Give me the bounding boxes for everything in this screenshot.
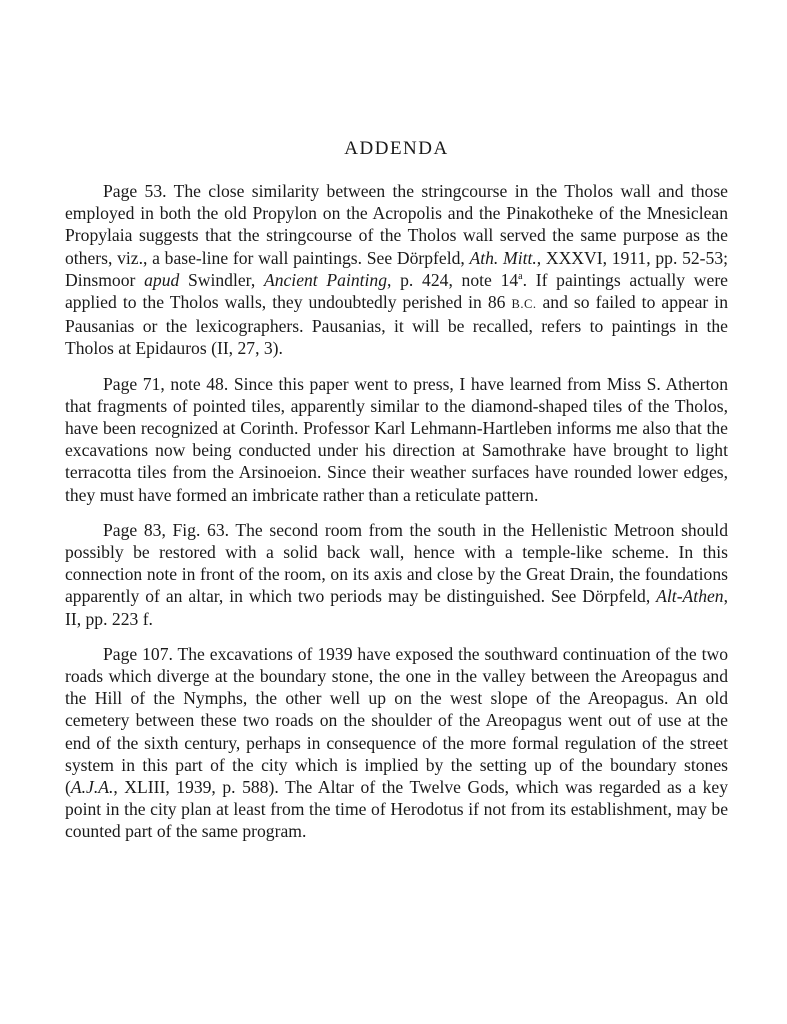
p1-text-e: . If paintings actually were applied to the Tholos walls, they undoubtedly perished in 86 (65, 269, 728, 313)
p1-text-f: and so failed to appear in Pausanias or the lexicographers. Pausanias, it will be recalled, refers to paintings in the Tholos at Epidauros (II, 27, 3). (65, 292, 728, 359)
p3-text-a: Page 83, Fig. 63. The second room from the south in the Hellenistic Metroon should possibly be restored with a solid back wall, hence with a temple-like scheme. In this connection note in front of the room, on its axis and close by the Great Drain, the foundations apparently of an altar, in which two periods may be distinguished. See Dörpfeld, (65, 519, 728, 607)
p1-small-caps-bc: B.C. (511, 297, 537, 312)
p1-italic-ath-mitt: Ath. Mitt. (469, 247, 537, 268)
p4-text-a: Page 107. The excavations of 1939 have exposed the southward continuation of the two roads which diverge at the boundary stone, the one in the valley between the Areopagus and the Hill of the Nymphs, the other well up on the west slope of the Areopagus. An old cemetery between these two roads on the shoulder of the Areopagus went out of use at the end of the sixth century, perhaps in consequence of the more formal regulation of the street system in this part of the city which is implied by the setting up of the boundary stones ( (65, 643, 728, 798)
p3-text-b: , II, pp. 223 f. (65, 586, 728, 629)
p1-text-a: Page 53. The close similarity between the stringcourse in the Tholos wall and those employed in both the old Propylon on the Acropolis and the Pinakotheke of the Mnesiclean Propylaia suggests that the stringcourse of the Tholos wall served the same purpose as the others, viz., a base-line for wall paintings. See Dörpfeld, (65, 181, 728, 268)
p4-text-b: , XLIII, 1939, p. 588). The Altar of the Twelve Gods, which was regarded as a key point in the city plan at least from the time of Herodotus if not from its establishment, may be counted part of the same program. (65, 777, 728, 842)
p1-superscript: a (518, 270, 523, 282)
p1-text-d: , p. 424, note 14 (387, 269, 519, 290)
p1-text-c: Swindler, (179, 269, 264, 290)
p3-italic-alt-athen: Alt-Athen (656, 586, 724, 607)
paragraph-page-107 (65, 643, 728, 843)
document-page (65, 138, 728, 856)
p4-italic-aja: A.J.A. (70, 777, 114, 798)
paragraph-page-83 (65, 519, 728, 630)
p1-italic-apud: apud (144, 269, 180, 290)
page-title: ADDENDA (344, 138, 449, 159)
p1-italic-ancient-painting: Ancient Painting (263, 269, 388, 290)
p1-text-b: , XXXVI, 1911, pp. 52-53; Dinsmoor (65, 247, 728, 290)
paragraph-page-53 (65, 180, 728, 360)
paragraph-page-71: Page 71, note 48. Since this paper went to press, I have learned from Miss S. Atherton that fragments of pointed tiles, apparently similar to the diamond-shaped tiles of the Tholos, have been recognized at Corinth. Professor Karl Lehmann-Hartleben informs me also that the excavations now being conducted under his direction at Samothrake have brought to light terracotta tiles from the Arsinoeion. Since their weather surfaces have rounded lower edges, they must have formed an imbricate rather than a reticulate pattern. (65, 373, 728, 505)
